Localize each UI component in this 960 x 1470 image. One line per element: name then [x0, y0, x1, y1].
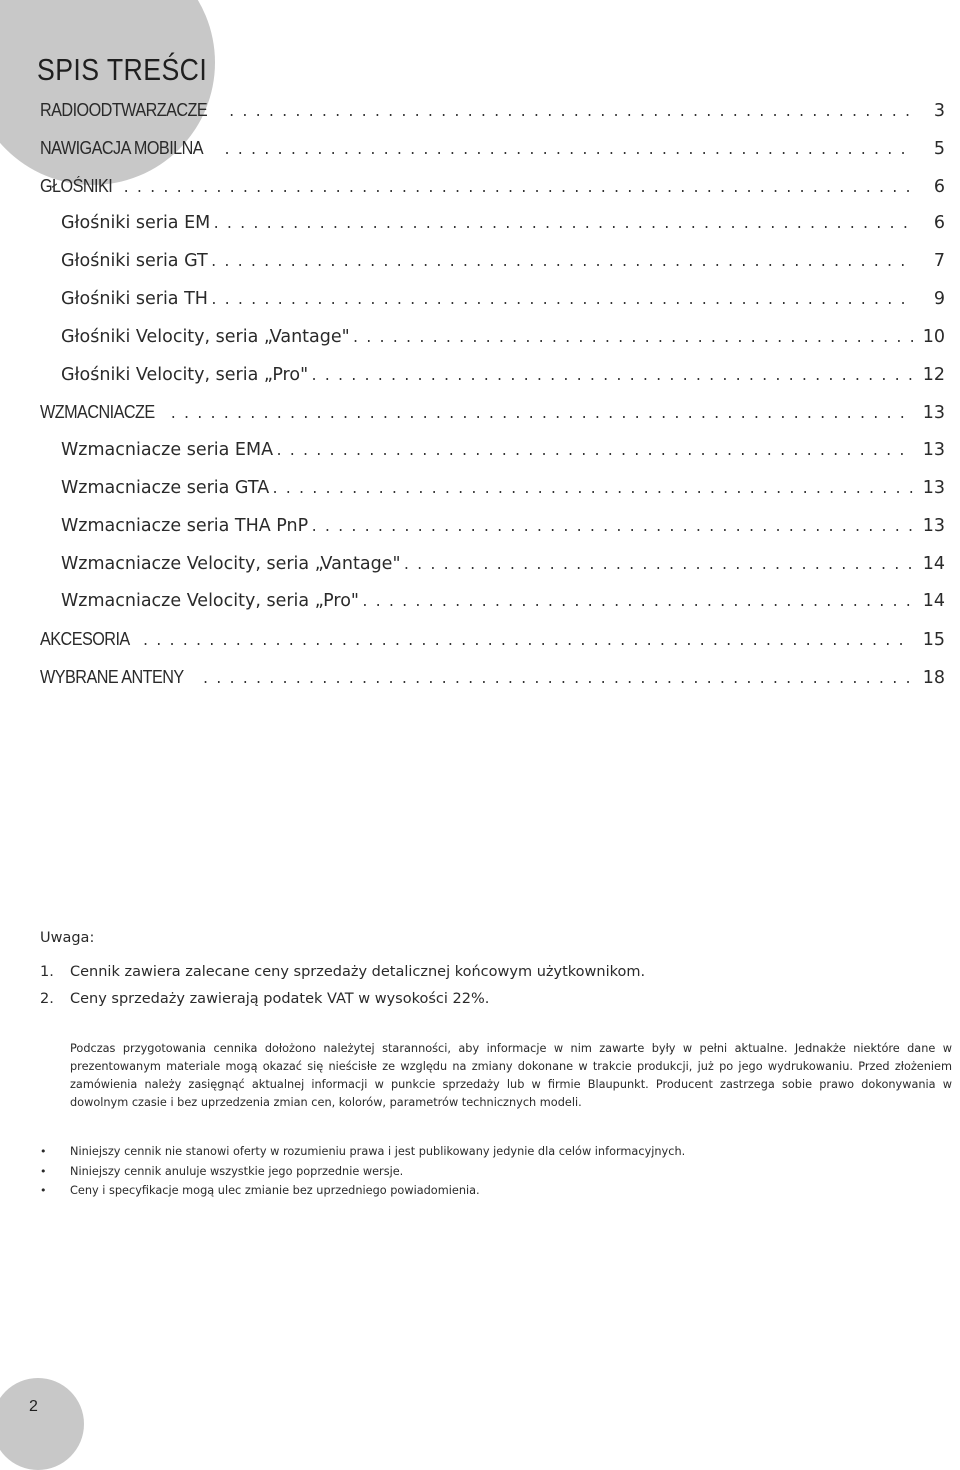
toc-leader-dots — [202, 672, 913, 687]
toc-leader-dots — [122, 181, 913, 196]
notes-list — [40, 964, 952, 1018]
toc-entry[interactable] — [40, 289, 945, 327]
toc-entry-label: WZMACNIACZE — [40, 402, 155, 423]
bullet-icon: • — [40, 1145, 47, 1159]
note-number: 1. — [40, 964, 54, 980]
bullet-item — [40, 1142, 952, 1162]
toc-entry[interactable] — [40, 365, 945, 403]
toc-entry-page: 6 — [933, 176, 945, 197]
toc-entry-label: Wzmacniacze seria EMA — [61, 440, 274, 461]
bullet-text: Niniejszy cennik anuluje wszystkie jego poprzednie wersje. — [70, 1164, 404, 1178]
toc-entry-label: Głośniki Velocity, seria „Vantage" — [61, 326, 350, 347]
toc-leader-dots — [142, 634, 913, 649]
toc-entry-page: 10 — [922, 326, 945, 347]
bullet-item — [40, 1181, 952, 1201]
toc-entry-page: 13 — [922, 477, 945, 498]
toc-leader-dots — [275, 444, 913, 459]
toc-entry[interactable] — [40, 176, 945, 214]
bullet-item — [40, 1162, 952, 1182]
notes-heading: Uwaga: — [40, 930, 95, 946]
toc-entry[interactable] — [40, 667, 945, 705]
bullet-text: Niniejszy cennik nie stanowi oferty w rozumieniu prawa i jest publikowany jedynie dla celów informacyjnych. — [70, 1145, 686, 1159]
toc-entry-label: WYBRANE ANTENY — [40, 666, 184, 687]
note-text: Cennik zawiera zalecane ceny sprzedaży detalicznej końcowym użytkownikom. — [70, 964, 646, 980]
toc-entry-label: Głośniki seria GT — [61, 251, 208, 272]
toc-entry-label: Głośniki seria EM — [61, 213, 211, 234]
toc-entry-page: 6 — [933, 213, 945, 234]
toc-entry[interactable] — [40, 516, 945, 554]
bullet-list — [40, 1142, 952, 1201]
toc-entry-page: 13 — [922, 403, 945, 424]
toc-entry-label: Wzmacniacze Velocity, seria „Vantage" — [61, 553, 401, 574]
note-number: 2. — [40, 991, 54, 1007]
toc-entry[interactable] — [40, 402, 945, 440]
note-text: Ceny sprzedaży zawierają podatek VAT w wysokości 22%. — [70, 991, 490, 1007]
toc-entry[interactable] — [40, 440, 945, 478]
toc-entry-page: 14 — [922, 553, 945, 574]
bullet-icon: • — [40, 1164, 47, 1178]
notes-section — [40, 930, 952, 1201]
toc-entry-page: 15 — [922, 630, 945, 651]
toc-leader-dots — [228, 105, 913, 120]
page-number-decoration — [0, 1378, 84, 1470]
toc-leader-dots — [223, 143, 913, 158]
toc-entry-label: Wzmacniacze seria THA PnP — [61, 515, 309, 536]
toc-entry-label: Głośniki seria TH — [61, 288, 208, 309]
toc-entry-label: Głośniki Velocity, seria „Pro" — [61, 364, 309, 385]
toc-leader-dots — [352, 331, 913, 346]
toc-entry[interactable] — [40, 478, 945, 516]
note-item — [40, 991, 952, 1018]
toc-entry-label: NAWIGACJA MOBILNA — [40, 137, 204, 158]
bullet-icon: • — [40, 1184, 47, 1198]
toc-entry-page: 9 — [933, 288, 945, 309]
toc-entry-label: GŁOŚNIKI — [40, 175, 113, 196]
disclaimer-text: Podczas przygotowania cennika dołożono należytej staranności, aby informacje w nim zawarte były w pełni aktualne. Jednakże niektóre dane w prezentowanym materiale mogą okazać się nieścisłe ze względu na zmiany dokonane w trakcie produkcji, już po jego wydrukowaniu. Przed złożeniem zamówienia należy zasięgnąć aktualnej informacji w punkcie sprzedaży lub w firmie Blaupunkt. Producent zastrzega sobie prawo dokonywania w dowolnym czasie i bez uprzedzenia zmian cen, kolorów, parametrów technicznych modeli. — [70, 1042, 952, 1109]
toc-entry[interactable] — [40, 554, 945, 592]
toc-leader-dots — [361, 595, 913, 610]
toc-entry[interactable] — [40, 213, 945, 251]
toc-entry-page: 5 — [933, 138, 945, 159]
toc-leader-dots — [210, 293, 913, 308]
toc-entry-label: Wzmacniacze Velocity, seria „Pro" — [61, 591, 359, 612]
table-of-contents — [40, 100, 945, 705]
page-title: SPIS TREŚCI — [37, 52, 208, 87]
toc-leader-dots — [212, 217, 913, 232]
toc-leader-dots — [310, 520, 913, 535]
toc-entry-label: Wzmacniacze seria GTA — [61, 477, 270, 498]
toc-entry[interactable] — [40, 629, 945, 667]
toc-entry-label: AKCESORIA — [40, 629, 130, 650]
toc-leader-dots — [271, 482, 913, 497]
toc-entry[interactable] — [40, 100, 945, 138]
toc-entry[interactable] — [40, 251, 945, 289]
toc-entry-page: 13 — [922, 515, 945, 536]
toc-entry-page: 12 — [922, 364, 945, 385]
toc-entry[interactable] — [40, 138, 945, 176]
bullet-text: Ceny i specyfikacje mogą ulec zmianie bez uprzedniego powiadomienia. — [70, 1184, 480, 1198]
toc-leader-dots — [403, 558, 914, 573]
toc-leader-dots — [210, 255, 913, 270]
toc-entry[interactable] — [40, 327, 945, 365]
toc-leader-dots — [310, 369, 913, 384]
note-item — [40, 964, 952, 991]
toc-entry[interactable] — [40, 591, 945, 629]
toc-entry-page: 7 — [933, 251, 945, 272]
toc-leader-dots — [169, 407, 913, 422]
page-number: 2 — [29, 1398, 38, 1415]
toc-entry-page: 14 — [922, 591, 945, 612]
toc-entry-page: 18 — [922, 667, 945, 688]
toc-entry-page: 13 — [922, 440, 945, 461]
toc-entry-label: RADIOODTWARZACZE — [40, 100, 208, 120]
toc-entry-page: 3 — [933, 101, 945, 121]
